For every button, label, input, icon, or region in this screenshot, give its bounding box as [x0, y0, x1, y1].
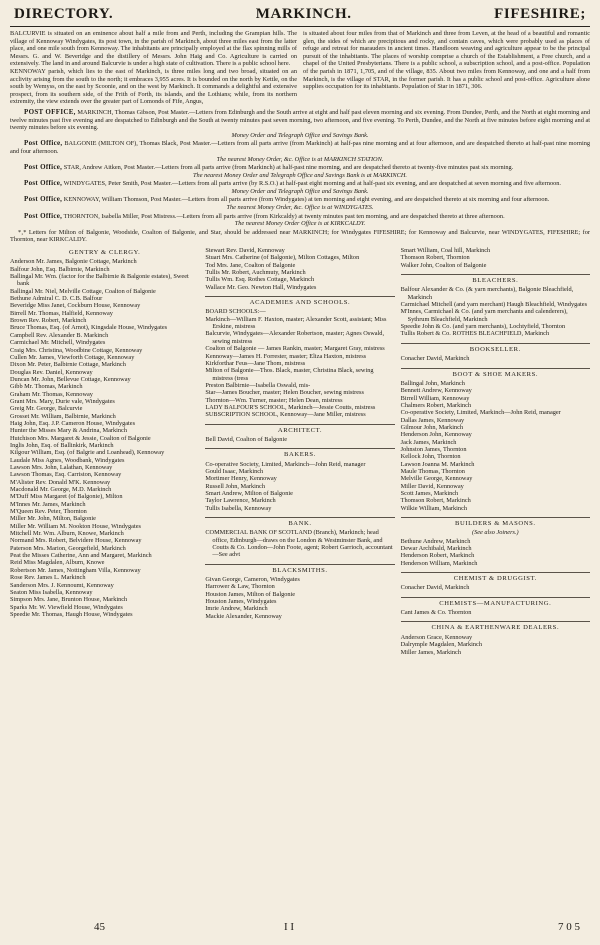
directory-entry: Thomson Robert, Markinch — [400, 497, 471, 505]
post-office-entry — [10, 109, 590, 132]
section-divider — [205, 517, 394, 518]
post-office-subnote: The nearest Money Order, &c. Office is at WINDYGATES. — [226, 204, 374, 212]
directory-entry: Cullen Mr. James, Viewforth Cottage, Kennoway — [10, 353, 135, 361]
directory-entry: Taylor Lawrence, Markinch — [205, 497, 276, 505]
post-office-subnote: Money Order and Telegraph Office and Savings Bank. — [231, 131, 369, 139]
directory-entry: Bruce Thomas, Esq. (of Arnot), Kingsdale House, Windygates — [10, 324, 168, 332]
directory-entry: Henderson John, Kennoway — [400, 431, 472, 439]
section-heading: BOOKSELLER. — [469, 345, 521, 353]
directory-entry: Peat the Misses Catherine, Ann and Margaret, Markinch — [10, 552, 152, 560]
post-office-subnote: The nearest Money Order, &c. Office is at MARKINCH STATION. — [216, 155, 384, 163]
directory-entry: Co-operative Society, Limited, Markinch—John Reid, manager — [205, 460, 366, 468]
section-divider — [401, 368, 590, 369]
directory-entry: Tullis Robert & Co. ROTHES BLEACHFIELD, Markinch — [400, 330, 550, 338]
directory-entry: Gibb Mr. Thomas, Markinch — [10, 383, 83, 391]
directory-entry: Chalmers Robert, Markinch — [400, 401, 472, 409]
directory-entry: Normand Mrs. Robert, Belvidere House, Kennoway — [10, 537, 142, 545]
post-office-title: Post Office, — [24, 179, 63, 188]
section-heading: BUILDERS & MASONS. — [455, 520, 536, 528]
post-office-title: Post Office, — [24, 211, 63, 220]
directory-entry: Cant James & Co. Thornton — [400, 609, 472, 617]
section-subheading: (See also Joiners.) — [471, 529, 519, 537]
directory-entry: Imrie Andrew, Markinch — [205, 605, 268, 613]
directory-entry: M'Duff Miss Margaret (of Balgonie), Milton — [10, 493, 123, 501]
page-header — [10, 6, 590, 27]
directory-entry: Wallace Mr. Geo. Newton Hall, Windygates — [205, 283, 317, 291]
directory-entry: Lawson Thomas, Esq. Carriston, Kennoway — [10, 471, 122, 479]
post-office-text: STAR, Andrew Aitken, Post Master.—Letters from all parts arrive (from Markinch) at half-past nine morning, and are despatched thereto at twenty-five minutes past six morning. — [63, 164, 514, 172]
directory-entry: Miller James, Markinch — [400, 648, 461, 656]
directory-entry: Inglis John, Esq. of Ballinkirk, Markinch — [10, 441, 114, 449]
section-heading: ARCHITECT. — [277, 426, 323, 434]
directory-entry: Douglas Rev. Daniel, Kennoway — [10, 368, 93, 376]
directory-entry: Givan George, Cameron, Windygates — [205, 576, 300, 584]
directory-entry: Harrower & Law, Thornton — [205, 583, 275, 591]
directory-entry: Maule Thomas, Thornton — [400, 467, 465, 475]
directory-entry: Conacher David, Markinch — [400, 584, 470, 592]
directory-entry: Conacher David, Markinch — [400, 355, 470, 363]
directory-entry: Ballingal Mr. Wm. (factor for the Balbirnie & Balgonie estates), Sweet bank — [10, 273, 189, 288]
intro-kennoway: KENNOWAY parish, which lies to the east of Markinch, is three miles long and two broad, situated on an acclivity arising from the south to the north; it embraces 3,955 acres. It is bounded on the north by Kettle, on the south by Wemyss, on the east by Scoonie, and on the west by Markinch. It commands a delightful and extensive prospect, from its southern side, of the Frith of Forth, its islands, and the Lothians; while, from its northern extremity, the view extends over the greater part of Lomonds of Fife, Angus, — [10, 67, 297, 106]
directory-entry: Dallas James, Kennoway — [400, 416, 465, 424]
directory-entry: Miller David, Kennoway — [400, 482, 464, 490]
post-office-subnote: The nearest Money Order and Telegraph Office and Savings Bank is at MARKINCH. — [193, 171, 407, 179]
directory-entry: Milton of Balgonie—Thos. Black, master, Christina Black, sewing mistress (tress — [205, 367, 374, 382]
post-office-text: MARKINCH, Thomas Gibson, Post Master.—Letters from Edinburgh and the South arrive at eight and half past eleven morning and six evening. From Dundee, Perth, and the North at eight morning and twelve minutes past five evening and are despatched to Edinburgh and the South at twenty minutes past seven morning, two afternoon, and five evening. To Perth, Dundee, and the North at five minutes before eight morning and at twenty minutes before six evening. — [10, 108, 591, 132]
post-office-text: KENNOWAY, William Thomson, Post Master.—Letters from all parts arrive (from Windygates) at ten morning and eight evening, and are despatched thereto at six morning and four afternoon. — [63, 196, 550, 204]
section-heading: BANK. — [288, 520, 312, 528]
directory-entry: Kellock John, Thornton — [400, 453, 461, 461]
post-office-subnote: The nearest Money Order Office is at KIRKCALDY. — [234, 220, 366, 228]
directory-page — [10, 6, 590, 939]
directory-entry: Miller Mr. William M. Nookton House, Windygates — [10, 522, 141, 530]
directory-entry: Rose Rev. James L. Markinch — [10, 574, 86, 582]
directory-entry: Henderson Robert, Markinch — [400, 552, 475, 560]
directory-entry: Star—James Boucher, master; Helen Boucher, sewing mistress — [205, 389, 364, 397]
directory-column-2 — [205, 247, 394, 656]
section-heading: BOOT & SHOE MAKERS. — [452, 370, 539, 378]
intro-continued: is situated about four miles from that of Markinch and three from Leven, at the head of a beautiful and romantic glen, the sides of which are precipitous and rocky, and contain caves, which were probably used as places of refuge and retreat for marauders in ancient times. Handloom weaving and agriculture appear to be the principal pursuit of the inhabitants. The places of worship comprise a church of the Establishment, a Free church, and a chapel of the United Presbyterians. There is a public school, a subscription school, and a post-office. Population of the parish in 1871, 1,705, and of the village, 835. About two miles from Kennoway, and one and a half from Markinch, is the village of STAR, in the former parish. It has a public school and post-office. Agriculture alone supplies occupation for its inhabitants. Population of Star in 1871, 306. — [303, 30, 590, 91]
post-office-title: POST OFFICE, — [24, 107, 76, 116]
intro-right-column — [303, 30, 590, 106]
section-divider — [401, 621, 590, 622]
section-divider — [205, 448, 394, 449]
directory-entry: Laudale Miss Agnes, Woodbank, Windygates — [10, 456, 125, 464]
section-divider — [401, 517, 590, 518]
directory-entry: Brown Rev. Robert, Markinch — [10, 317, 87, 325]
directory-entry: Simpson Mrs. Jane, Brunton House, Markinch — [10, 596, 128, 604]
directory-entry: Dewar Archibald, Markinch — [400, 545, 472, 553]
directory-entry: Carmichael Mitchell (and yarn merchant) Haugh Bleachfield, Windygates — [400, 301, 588, 309]
directory-entry: Bell David, Coalton of Balgonie — [205, 435, 288, 443]
directory-entry: Hutchison Mrs. Margaret & Jessie, Coalton of Balgonie — [10, 434, 151, 442]
section-heading: CHINA & EARTHENWARE DEALERS. — [431, 624, 560, 632]
intro-balcurvie: BALCURVIE is situated on an eminence about half a mile from and Perth, including the Grampian hills. The village of Kennoway Windygates, its post town, in the parish of Markinch, about three miles east from the latter place, and one mile south from Kennoway. The inhabitants are principally employed at the flax spinning mills of Messrs. G. and W. Beveridge and the distillery of Messrs. John Haig and Co. Agriculture is carried on extensively. The land in and around Balcurvie is under a high state of cultivation. There is a public school here. — [10, 30, 297, 68]
directory-entry: Wilkie William, Markinch — [400, 504, 468, 512]
post-office-text: THORNTON, Isabella Miller, Post Mistress.—Letters from all parts arrive (from Kirkcaldy) at twenty minutes past ten morning, and are despatched thereto at three afternoon. — [63, 212, 505, 220]
directory-entry: M'Innes Mr. James, Markinch — [10, 500, 86, 508]
directory-entry: Markinch—William F. Haxton, master; Alexander Scott, assistant; Miss Erskine, mistress — [205, 315, 387, 331]
directory-entry: Craig Mrs. Christina, Woodbine Cottage, Kennoway — [10, 346, 143, 354]
footer-signature: I I — [284, 921, 295, 933]
directory-entry: Anderson Grace, Kennoway — [400, 633, 473, 641]
directory-entry: Houston James, Milton of Balgonie — [205, 590, 296, 598]
directory-entry: Grosset Mr. William, Balbirnie, Markinch — [10, 412, 116, 420]
directory-entry: Speedie Mr. Thomas, Haugh House, Windygates — [10, 610, 133, 618]
directory-entry: Tullis Wm. Esq. Rothes Cottage, Markinch — [205, 276, 315, 284]
directory-entry: Tod Mrs. Jane, Coalton of Balgonie — [205, 261, 296, 269]
directory-entry: Dixon Mr. Peter, Balbirnie Cottage, Markinch — [10, 361, 126, 369]
post-office-text: BALGONIE (MILTON OF), Thomas Black, Post Master.—Letters from all parts arrive (from Markinch) at half-pas nine morning and at four afternoon, and are despatched thereto at half-past nine morning and four afternoon. — [10, 140, 590, 155]
post-office-title: Post Office, — [24, 163, 63, 172]
directory-entry: M'Innes, Carmichael & Co. (and yarn merchants and calenderers), Sythrum Bleachfield, Markinch — [400, 308, 568, 323]
directory-entry: Speedie John & Co. (and yarn merchants), Lochtyfield, Thornton — [400, 323, 566, 331]
directory-entry: Sanderson Mrs. J. Kennoumt, Kennoway — [10, 581, 114, 589]
directory-entry: Ballingal Mr. Niel, Melville Cottage, Coalton of Balgonie — [10, 287, 156, 295]
directory-entry: Carmichael Mr. Mitchell, Windygates — [10, 339, 106, 347]
post-office-entry — [10, 140, 590, 155]
post-office-title: Post Office, — [24, 139, 63, 148]
directory-entry: Robertson Mr. James, Nottingham Villa, Kennoway — [10, 566, 141, 574]
section-divider — [401, 274, 590, 275]
section-heading: BLEACHERS. — [472, 277, 519, 285]
post-offices — [10, 109, 590, 244]
directory-entry: Tullis Mr. Robert, Auchmuty, Markinch — [205, 269, 306, 277]
section-divider — [205, 424, 394, 425]
directory-entry: Henderson William, Markinch — [400, 559, 478, 567]
directory-column-1 — [10, 247, 199, 656]
post-office-subnote: Money Order and Telegraph Office and Savings Bank. — [231, 187, 369, 195]
directory-entry: Tullis Isabella, Kennoway — [205, 504, 272, 512]
directory-entry: Campbell Rev. Alexander B. Markinch — [10, 331, 109, 339]
directory-entry: Seaton Miss Isabella, Kennoway — [10, 588, 93, 596]
section-divider — [205, 564, 394, 565]
directory-entry: M'Queen Rev. Peter, Thornton — [10, 508, 87, 516]
section-heading: CHEMIST & DRUGGIST. — [453, 575, 537, 583]
post-office-entry — [10, 196, 590, 204]
section-divider — [401, 343, 590, 344]
directory-entry: Mackie Alexander, Kennoway — [205, 612, 282, 620]
post-office-text: WINDYGATES, Peter Smith, Post Master.—Letters from all parts arrive (by R.S.O.) at half-past eight morning and at half-past six evening, and are despatched at seven morning and five afternoon. — [63, 180, 561, 188]
directory-entry: LADY BALFOUR'S SCHOOL, Markinch—Jessie Coutts, mistress — [205, 403, 376, 411]
directory-entry: Kirkforthar Feus—Jane Thom, mistress — [205, 359, 306, 367]
directory-entry: Dalrymple Magdalen, Markinch — [400, 641, 482, 649]
directory-entry: Hunter the Misses Mary & Andrina, Markinch — [10, 427, 127, 435]
directory-entry: COMMERCIAL BANK OF SCOTLAND (Branch), Markinch; head office, Edinburgh—draws on the London & Westminster Bank, and Coutts & Co. London—John Foote, agent; Robert Garrioch, accountant—See advt — [205, 529, 393, 559]
directory-entry: Thornton—Wm. Turner, master; Helen Dean, mistress — [205, 396, 343, 404]
directory-entry: Mitchell Mr. Wm. Alburn, Knowe, Markinch — [10, 530, 124, 538]
directory-entry: Beveridge Miss Janet, Cockburn House, Kennoway — [10, 302, 141, 310]
directory-entry: Bennett Andrew, Kennoway — [400, 387, 472, 395]
directory-entry: Coalton of Balgonie — James Rankin, master; Margaret Gray, mistress — [205, 345, 385, 353]
section-heading: GENTRY & CLERGY. — [69, 249, 141, 257]
header-right: FIFESHIRE; — [494, 6, 586, 22]
directory-column-3 — [401, 247, 590, 656]
directory-entry: Preston Balbirnie—Isabella Oswald, mis- — [205, 381, 311, 389]
directory-entry: Kilgour William, Esq. (of Balgrie and Loanhead), Kennoway — [10, 449, 165, 457]
section-divider — [401, 572, 590, 573]
section-divider — [401, 597, 590, 598]
directory-entry: Bethune Andrew, Markinch — [400, 537, 471, 545]
directory-entry: Haig John, Esq. J.P. Cameron House, Windygates — [10, 419, 136, 427]
directory-entry: Graham Mr. Thomas, Kennoway — [10, 390, 93, 398]
post-office-title: Post Office, — [24, 195, 63, 204]
header-center: MARKINCH. — [255, 6, 352, 22]
section-heading: CHEMISTS—MANUFACTURING. — [439, 599, 552, 607]
directory-entry: M'Alister Rev. Donald M'K. Kennoway — [10, 478, 111, 486]
header-left: DIRECTORY. — [14, 6, 114, 22]
page-footer — [10, 921, 590, 935]
directory-entry: Stewart Rev. David, Kennoway — [205, 247, 285, 255]
footer-page-number: 45 — [94, 921, 105, 933]
directory-entry: Smart Andrew, Milton of Balgonie — [205, 490, 293, 497]
intro-columns — [10, 30, 590, 106]
directory-entry: Sparks Mr. W. Viewfield House, Windygates — [10, 603, 123, 611]
directory-entry: Anderson Mr. James, Balgonie Cottage, Markinch — [10, 258, 137, 266]
directory-entry: Balfour John, Esq. Balbirnie, Markinch — [10, 265, 110, 273]
directory-entry: Grant Mrs. Mary, Durie vale, Windygates — [10, 397, 115, 405]
directory-entry: Reid Miss Magdalen, Alburn, Knowe — [10, 559, 105, 567]
directory-entry: Birrell William, Kennoway — [400, 394, 470, 402]
post-office-entry — [10, 180, 590, 188]
directory-entry: Balcurvie, Windygates—Alexander Robertson, master; Agnes Oswald, sewing mistress — [205, 330, 385, 345]
directory-entry: Kennoway—James H. Forrester, master; Eliza Haxton, mistress — [205, 352, 367, 360]
section-divider — [205, 296, 394, 297]
directory-entry: Paterson Mrs. Marion, Georgefield, Markinch — [10, 544, 126, 552]
intro-left-column — [10, 30, 297, 106]
directory-entry: Birrell Mr. Thomas, Halfield, Kennoway — [10, 309, 113, 317]
directory-entry: Mortimer Henry, Kennoway — [205, 475, 277, 483]
address-note: *‚* Letters for Milton of Balgonie, Woodside, Coalton of Balgonie, and Star, should be addressed near MARKINCH; for Windygates FIFESHIRE; for Kennoway and Balcurvie, near WINDYGATES, FIFESHIRE; for Thornton, near KIRKCALDY. — [10, 228, 590, 244]
trade-columns — [10, 247, 590, 656]
directory-entry: Gould Isaac, Markinch — [205, 467, 264, 475]
section-heading: BLACKSMITHS. — [272, 566, 328, 574]
directory-entry: Greig Mr. George, Balcurvie — [10, 405, 83, 413]
directory-entry: Scott James, Markinch — [400, 490, 459, 497]
post-office-entry — [10, 164, 590, 172]
section-heading: ACADEMIES AND SCHOOLS. — [249, 299, 351, 307]
directory-entry: Stuart Mrs. Catherine (of Balgonie), Milton Cottages, Milton — [205, 254, 360, 262]
directory-entry: Balfour Alexander & Co. (& yarn merchants), Balgonie Bleachfield, Markinch — [400, 286, 574, 301]
directory-entry: Ballingal John, Markinch — [400, 379, 465, 387]
directory-entry: Co-operative Society, Limited, Markinch—John Reid, manager — [400, 409, 561, 417]
post-office-entry — [10, 213, 590, 221]
directory-entry: Miller Mr. John, Milton, Balgonie — [10, 515, 96, 523]
directory-entry: Jack James, Markinch — [400, 438, 457, 446]
directory-entry: Walker John, Coalton of Balgonie — [400, 261, 487, 269]
directory-entry: Smart William, Coal hill, Markinch — [400, 247, 491, 255]
directory-entry: Houston James, Windygates — [205, 598, 277, 606]
directory-entry: Duncan Mr. John, Bellevue Cottage, Kennoway — [10, 375, 131, 383]
directory-entry: SUBSCRIPTION SCHOOL, Kennoway—Jane Miller, mistress — [205, 411, 366, 419]
directory-entry: Macdonald Mr. George, M.D. Markinch — [10, 486, 112, 494]
directory-entry: Melville George, Kennoway — [400, 475, 473, 483]
directory-entry: Thomson Robert, Thornton — [400, 254, 470, 262]
footer-folio: 7 0 5 — [558, 921, 580, 933]
directory-entry: BOARD SCHOOLS:— — [205, 308, 266, 316]
directory-entry: Johnston James, Thornton — [400, 445, 467, 453]
directory-entry: Russell John, Markinch — [205, 482, 265, 490]
directory-entry: Lawson Mrs. John, Lalathan, Kennoway — [10, 464, 113, 471]
directory-entry: Bethune Admiral C. D. C.B. Balfour — [10, 295, 103, 303]
section-heading: BAKERS. — [284, 451, 316, 459]
directory-entry: Lawson Joanna M. Markinch — [400, 460, 475, 468]
directory-entry: Gilmour John, Markinch — [400, 423, 464, 431]
